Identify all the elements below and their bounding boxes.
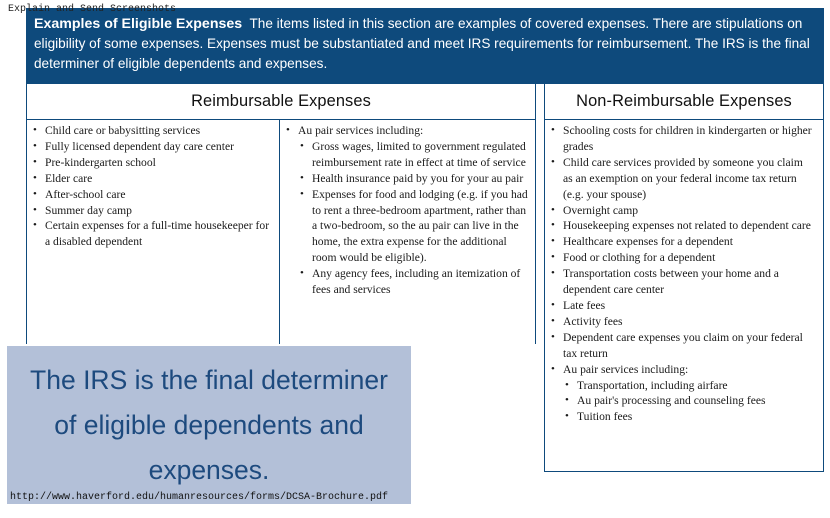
source-url: http://www.haverford.edu/humanresources/forms/DCSA-Brochure.pdf bbox=[10, 492, 389, 503]
list-item: • Overnight camp bbox=[545, 203, 815, 219]
list-item: • Healthcare expenses for a dependent bbox=[545, 234, 815, 250]
callout-line-1: The IRS is the final determiner bbox=[30, 365, 388, 395]
list-item: • Schooling costs for children in kindergarten or higher grades bbox=[545, 123, 815, 155]
banner-title: Examples of Eligible Expenses bbox=[34, 16, 243, 32]
au-pair-sublist bbox=[298, 139, 529, 298]
list-item: • Certain expenses for a full-time housekeeper for a disabled dependent bbox=[27, 218, 275, 250]
list-item: • Pre-kindergarten school bbox=[27, 155, 275, 171]
list-item: • Food or clothing for a dependent bbox=[545, 250, 815, 266]
overlay-label: Explain and Send Screenshots bbox=[8, 4, 177, 15]
reimbursable-column-2 bbox=[280, 120, 535, 344]
irs-callout bbox=[7, 346, 411, 504]
reimbursable-section bbox=[26, 84, 536, 344]
list-item: • Tuition fees bbox=[563, 409, 815, 425]
au-pair-label: Au pair services including: bbox=[298, 124, 424, 137]
au-pair-sublist bbox=[563, 378, 815, 426]
list-item: • Elder care bbox=[27, 171, 275, 187]
list-item: • Any agency fees, including an itemization of fees and services bbox=[298, 266, 529, 298]
list-item: • After-school care bbox=[27, 187, 275, 203]
list-item: • Transportation, including airfare bbox=[563, 378, 815, 394]
list-item: • Expenses for food and lodging (e.g. if you had to rent a three-bedroom apartment, rather than a two-bedroom, so the au pair can live in the home, the extra expense for the additional room would be eligible). bbox=[298, 187, 529, 267]
banner-body: The items listed in this section are examples of covered expenses. There are stipulations on eligibility of some expenses. Expenses must be substantiated and meet IRS requirements for reimbursement. The IRS is the final determiner of eligible dependents and expenses. bbox=[34, 16, 810, 71]
list-item: • Dependent care expenses you claim on your federal tax return bbox=[545, 330, 815, 362]
callout-line-2: of eligible dependents and bbox=[54, 410, 364, 440]
callout-line-3: expenses. bbox=[148, 455, 270, 485]
au-pair-list bbox=[280, 120, 535, 298]
reimbursable-list bbox=[27, 120, 279, 250]
list-item: • Summer day camp bbox=[27, 203, 275, 219]
list-item bbox=[545, 362, 815, 426]
non-reimbursable-list bbox=[545, 120, 823, 425]
reimbursable-heading: Reimbursable Expenses bbox=[27, 84, 535, 120]
au-pair-label: Au pair services including: bbox=[563, 362, 689, 376]
list-item bbox=[280, 123, 529, 298]
list-item: • Child care services provided by someone you claim as an exemption on your federal income tax return (e.g. your spouse) bbox=[545, 155, 815, 203]
list-item: • Child care or babysitting services bbox=[27, 123, 275, 139]
list-item: • Transportation costs between your home and a dependent care center bbox=[545, 266, 815, 298]
list-item: • Housekeeping expenses not related to dependent care bbox=[545, 218, 815, 234]
non-reimbursable-section bbox=[544, 84, 824, 472]
reimbursable-column-1 bbox=[27, 120, 280, 344]
list-item: • Au pair's processing and counseling fees bbox=[563, 393, 815, 409]
list-item: • Late fees bbox=[545, 298, 815, 314]
list-item: • Gross wages, limited to government regulated reimbursement rate in effect at time of service bbox=[298, 139, 529, 171]
non-reimbursable-heading: Non-Reimbursable Expenses bbox=[545, 84, 823, 120]
list-item: • Activity fees bbox=[545, 314, 815, 330]
eligible-expenses-banner bbox=[26, 8, 824, 84]
list-item: • Health insurance paid by you for your au pair bbox=[298, 171, 529, 187]
list-item: • Fully licensed dependent day care center bbox=[27, 139, 275, 155]
